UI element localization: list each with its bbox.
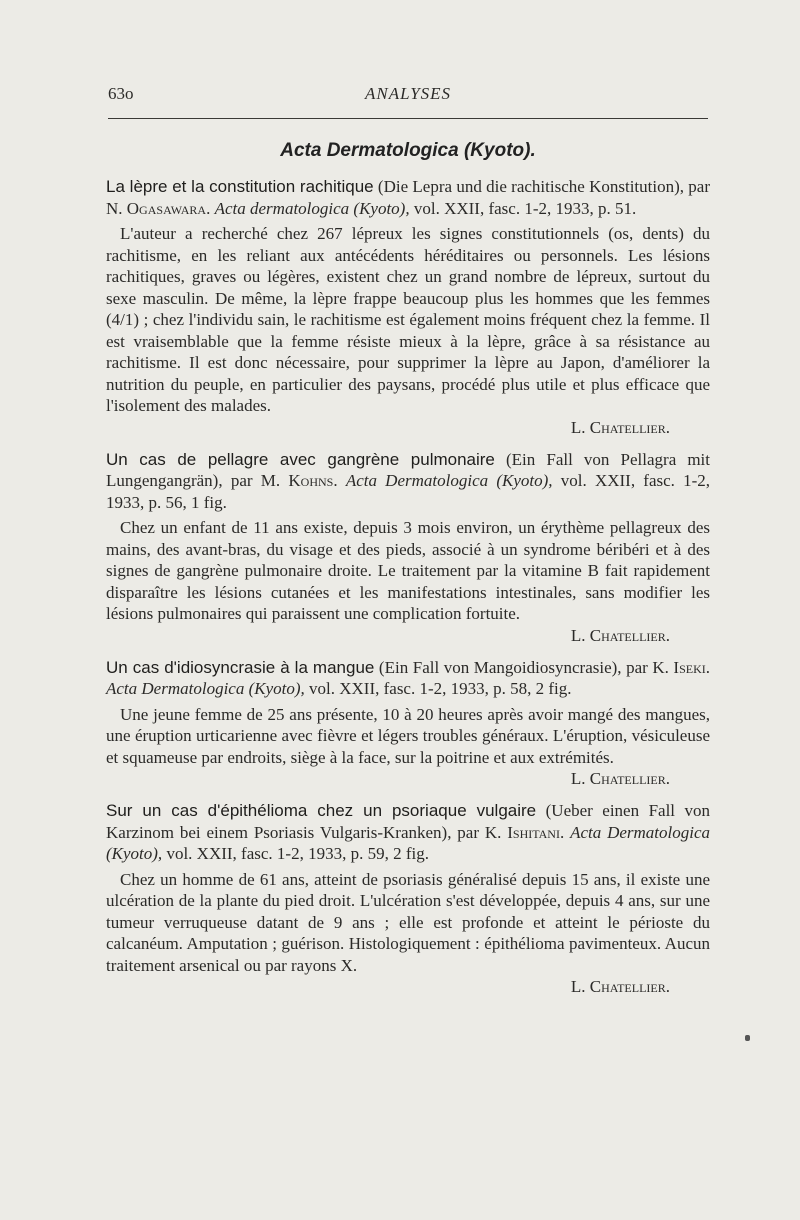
ink-mark [745,1035,750,1041]
source-journal: Acta Dermatologica (Kyoto), [345,471,553,490]
article [106,800,710,998]
citation: vol. XXII, fasc. 1-2, 1933, p. 58, 2 fig. [309,679,572,698]
article-title: La lèpre et la constitution rachitique [106,177,374,196]
signature: L. Chatellier. [570,625,670,645]
source-journal: Acta Dermatologica (Kyoto), [106,679,305,698]
article-title: Sur un cas d'épithélioma chez un psoriaque vulgaire [106,801,537,820]
page-header [108,84,708,108]
author-name: Ishitani. [507,822,565,842]
article [106,657,710,791]
author-initial: K. [484,822,502,842]
article-heading [106,657,710,700]
source-journal: Acta Dermatologica (Kyoto), [106,822,711,863]
article-body: Chez un homme de 61 ans, atteint de psoriasis généralisé depuis 15 ans, il existe une ulcération de la plante du pied droit. L'ulcération s'est développée, depuis 4 ans, sur une tumeur verruqueuse datant de 9 ans ; elle est profonde et atteint le périoste du calcanéum. Amputation ; guérison. Histologiquement : épithélioma pavimenteux. Aucun traitement arsenical ou par rayons X. [106,869,710,975]
article-title: Un cas d'idiosyncrasie à la mangue [106,657,375,677]
german-title: (Die Lepra und die rachitische Konstitution), par [377,177,710,196]
citation: vol. XXII, fasc. 1-2, 1933, p. 56, 1 fig. [106,471,711,512]
page-number: 63o [108,84,134,103]
author-name: Kohns. [288,471,338,490]
article [106,449,710,647]
article-body: L'auteur a recherché chez 267 lépreux les signes constitutionnels (os, dents) du rachitisme, en les reliant aux antécédents héréditaires ou personnels. Les lésions rachitiques, graves ou légères, existent chez un grand nombre de lépreux, surtout du sexe masculin. De même, la lèpre frappe beaucoup plus les hommes que les femmes (4/1) ; chez l'individu sain, le rachitisme est également moins fréquent chez la femme. Il est vraisemblable que la femme résiste mieux à la lèpre, grâce à sa résistance au rachitisme. Il est donc nécessaire, pour supprimer la lèpre au Japon, d'améliorer la nutrition du peuple, en particulier des paysans, procédé plus utile et plus efficace que l'isolement des malades. [106,224,710,415]
signature: L. Chatellier. [570,417,670,437]
german-title: (Ein Fall von Pellagra mit Lungengangrän), par [106,449,711,490]
article-body: Chez un enfant de 11 ans existe, depuis 3 mois environ, un érythème pellagreux des mains, des avant-bras, du visage et des pieds, associé à un syndrome béribéri et à des signes de gangrène pulmonaire droite. Le traitement par la vitamine B fait rapidement disparaître les lésions cutanées et les manifestations intestinales, sans modifier les lésions pulmonaires qui paraissent une complication fortuite. [106,518,710,623]
author-initial: N. [106,198,123,218]
author-name: Ogasawara. [126,198,211,218]
citation: vol. XXII, fasc. 1-2, 1933, p. 51. [413,198,637,218]
article-heading [106,800,710,865]
author-initial: K. [652,657,669,677]
content-column [106,140,710,1008]
source-journal: Acta dermatologica (Kyoto), [214,198,410,218]
author-name: Iseki. [673,657,710,677]
german-title: (Ueber einen Fall von Karzinom bei einem Psoriasis Vulgaris-Kranken), par [106,801,711,842]
article-heading [106,176,710,219]
journal-title: Acta Dermatologica (Kyoto). [280,140,536,161]
running-title: ANALYSES [364,84,452,103]
article-body: Une jeune femme de 25 ans présente, 10 à 20 heures après avoir mangé des mangues, une éruption urticarienne avec fièvre et légers troubles généraux. L'éruption, vésiculeuse et squameuse par endroits, siège à la face, sur la poitrine et aux extrémités. [106,704,710,767]
article [106,176,710,439]
signature: L. Chatellier. [570,769,670,788]
article-heading [106,449,710,514]
german-title: (Ein Fall von Mangoidiosyncrasie), par [378,657,648,677]
author-initial: M. [260,471,281,490]
article-title: Un cas de pellagre avec gangrène pulmonaire [106,449,495,469]
signature: L. Chatellier. [570,977,670,996]
header-rule [108,118,708,119]
citation: vol. XXII, fasc. 1-2, 1933, p. 59, 2 fig. [166,844,429,863]
